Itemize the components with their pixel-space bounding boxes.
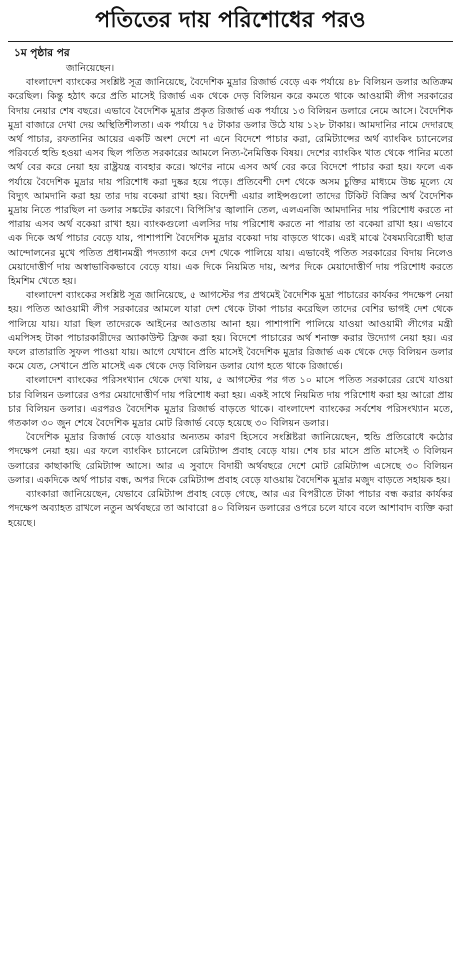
- paragraph-continuation: জানিয়েছেন।: [66, 63, 115, 74]
- paragraph-2: বাংলাদেশ ব্যাংকের সংশ্লিষ্ট সূত্র জানিয়েছে, ৫ আগস্টের পর প্রথমেই বৈদেশিক মুদ্রা পাচারের কার্যকর পদক্ষেপ নেয়া হয়। পতিত আওয়ামী লীগ সরকারের আমলে যারা দেশ থেকে টাকা পাচার করেছিল তাদের বেশির ভাগই দেশ থেকে পালিয়ে যায়। যারা ছিল তাদেরকে আইনের আওতায় আনা হয়। পাশাপাশি পালিয়ে যাওয়া আওয়ামী লীগের মন্ত্রী এমপিসহ টাকা পাচারকারীদের অ্যাকাউন্ট ফ্রিজ করা হয়। বিদেশে পাচারের অর্থ শনাক্ত করার উদ্যোগ নেয়া হয়। এর ফলে রাতারাতি সুফল পাওয়া যায়। আগে যেখানে প্রতি মাসেই বৈদেশিক মুদ্রার রিজার্ভ এক থেকে দেড় বিলিয়ন ডলার কমে যেত, সেখানে প্রতি মাসেই এক থেকে দেড় বিলিয়ন ডলার যোগ হতে থাকে রিজার্ভে।: [8, 290, 453, 373]
- paragraph-4: বৈদেশিক মুদ্রার রিজার্ভ বেড়ে যাওয়ার অন্যতম কারণ হিসেবে সংশ্লিষ্টরা জানিয়েছেন, হুন্ডি প্রতিরোধে কঠোর পদক্ষেপ নেয়া হয়। এর ফলে ব্যাংকিং চ্যানেলে রেমিট্যান্স প্রবাহ বেড়ে যায়। শেষ চার মাসে প্রতি মাসেই ৩ বিলিয়ন ডলারের কাছাকাছি রেমিট্যান্স আসে। আর এ সুবাদে বিদায়ী অর্থবছরে দেশে মোট রেমিট্যান্স এসেছে ৩০ বিলিয়ন ডলার। একদিকে অর্থ পাচার বন্ধ, অপর দিকে রেমিট্যান্স প্রবাহ বেড়ে যাওয়ায় বৈদেশিক মুদ্রার মজুদ বাড়তে সহায়ক হয়।: [8, 432, 453, 486]
- paragraph-3: বাংলাদেশ ব্যাংকের পরিসংখ্যান থেকে দেখা যায়, ৫ আগস্টের পর গত ১০ মাসে পতিত সরকারের রেখে যাওয়া চার বিলিয়ন ডলারের ওপর মেয়াদোত্তীর্ণ দায় পরিশোধ করা হয়। একই সাথে নিয়মিত দায় পরিশোধ করা হয় আরো প্রায় চার বিলিয়ন ডলার। এরপরও বৈদেশিক মুদ্রার রিজার্ভ বাড়তে থাকে। বাংলাদেশ ব্যাংকের সর্বশেষ পরিসংখ্যান মতে, গতকাল ৩০ জুন শেষে বৈদেশিক মুদ্রার মোট রিজার্ভ বেড়ে হয়েছে ৩০ বিলিয়ন ডলার।: [8, 375, 453, 430]
- continued-from-label: ১ম পৃষ্ঠার পর: [14, 47, 70, 59]
- article-headline: পতিতের দায় পরিশোধের পরও: [8, 6, 453, 42]
- article-body: [8, 62, 453, 531]
- paragraph-5: ব্যাংকারা জানিয়েছেন, যেভাবে রেমিট্যান্স প্রবাহ বেড়ে গেছে, আর এর বিপরীতে টাকা পাচার বন্ধ করার কার্যকর পদক্ষেপ অব্যাহত রাখলে নতুন অর্থবছরে তা আবারো ৪০ বিলিয়ন ডলারের ওপরে চলে যাবে বলে আশাবাদ ব্যক্তি করা হয়েছে।: [8, 489, 453, 529]
- paragraph-1: বাংলাদেশ ব্যাংকের সংশ্লিষ্ট সূত্র জানিয়েছে, বৈদেশিক মুদ্রার রিজার্ভ বেড়ে এক পর্যায়ে ৪৮ বিলিয়ন ডলার অতিক্রম করেছিল। কিন্তু হঠাৎ করে প্রতি মাসেই রিজার্ভ এক থেকে দেড় বিলিয়ন করে কমতে থাকে আওয়ামী লীগ সরকারের বিদায় নেয়ার শেষ বছরে। এভাবে বৈদেশিক মুদ্রার প্রকৃত রিজার্ভ এক পর্যায়ে ১৩ বিলিয়ন ডলারে নেমে আসে। বৈদেশিক মুদ্রা বাজারে দেখা দেয় অস্থিতিশীলতা। এক পর্যায়ে ৭৫ টাকার ডলার উঠে যায় ১২৮ টাকায়। আমদানির নামে দেদারছে অর্থ পাচার, রফতানির আয়ের একটি অংশ দেশে না এনে বিদেশে পাচার করা, রেমিট্যান্সের অর্থ ব্যাংকিং চ্যানেলের পরিবর্তে হুন্ডি হওয়া এসব ছিল পতিত সরকারের আমলে নিত্য-নৈমিত্তিক বিষয়। দেশের ব্যাংকিং খাত থেকে পানির মতো অর্থ বের করে নেয়া হয় রাষ্ট্রযন্ত্র ব্যবহার করে। ঋণের নামে এসব অর্থ বের করে বিদেশে পাচার করা হয়। ফলে এক পর্যায়ে বৈদেশিক মুদ্রার দায় পরিশোধ করা দুষ্কর হয়ে পড়ে। প্রতিবেশী দেশ থেকে অসম চুক্তির মাধ্যমে উচ্চ মূল্যে যে বিদ্যুৎ আমদানি করা হয় তার দায় বকেয়া রাখা হয়। বিদেশী এয়ার লাইন্সগুলো তাদের টিকিট বিক্রির অর্থ বৈদেশিক মুদ্রায় নিতে পারছিল না ডলার সঙ্কটের কারণে। বিপিসি'র জ্বালানি তেল, এলএনজি আমদানির দায় পরিশোধ করতে না পারায় এসব অর্থ বকেয়া রাখা হয়। ব্যাংকগুলো এলসির দায় পরিশোধ করতে না পারায় তা বকেয়া রাখা হয়। এভাবে এক দিকে অর্থ পাচার বেড়ে যায়, পাশাপাশি বৈদেশিক মুদ্রার বকেয়া দায় বাড়তে থাকে। এরই মাঝে বৈষম্যবিরোধী ছাত্র আন্দোলনের মুখে পতিত প্রধানমন্ত্রী পদত্যাগ করে দেশ থেকে পালিয়ে যায়। এভাবেই পতিত সরকারের বিদায় নিলেও মেয়াদোত্তীর্ণ দায় অস্বাভাবিকভাবে বেড়ে যায়। এক দিকে নিয়মিত দায়, অপর দিকে মেয়াদোত্তীর্ণ দায় পরিশোধ করতে হিমশিম খেতে হয়।: [8, 77, 453, 288]
